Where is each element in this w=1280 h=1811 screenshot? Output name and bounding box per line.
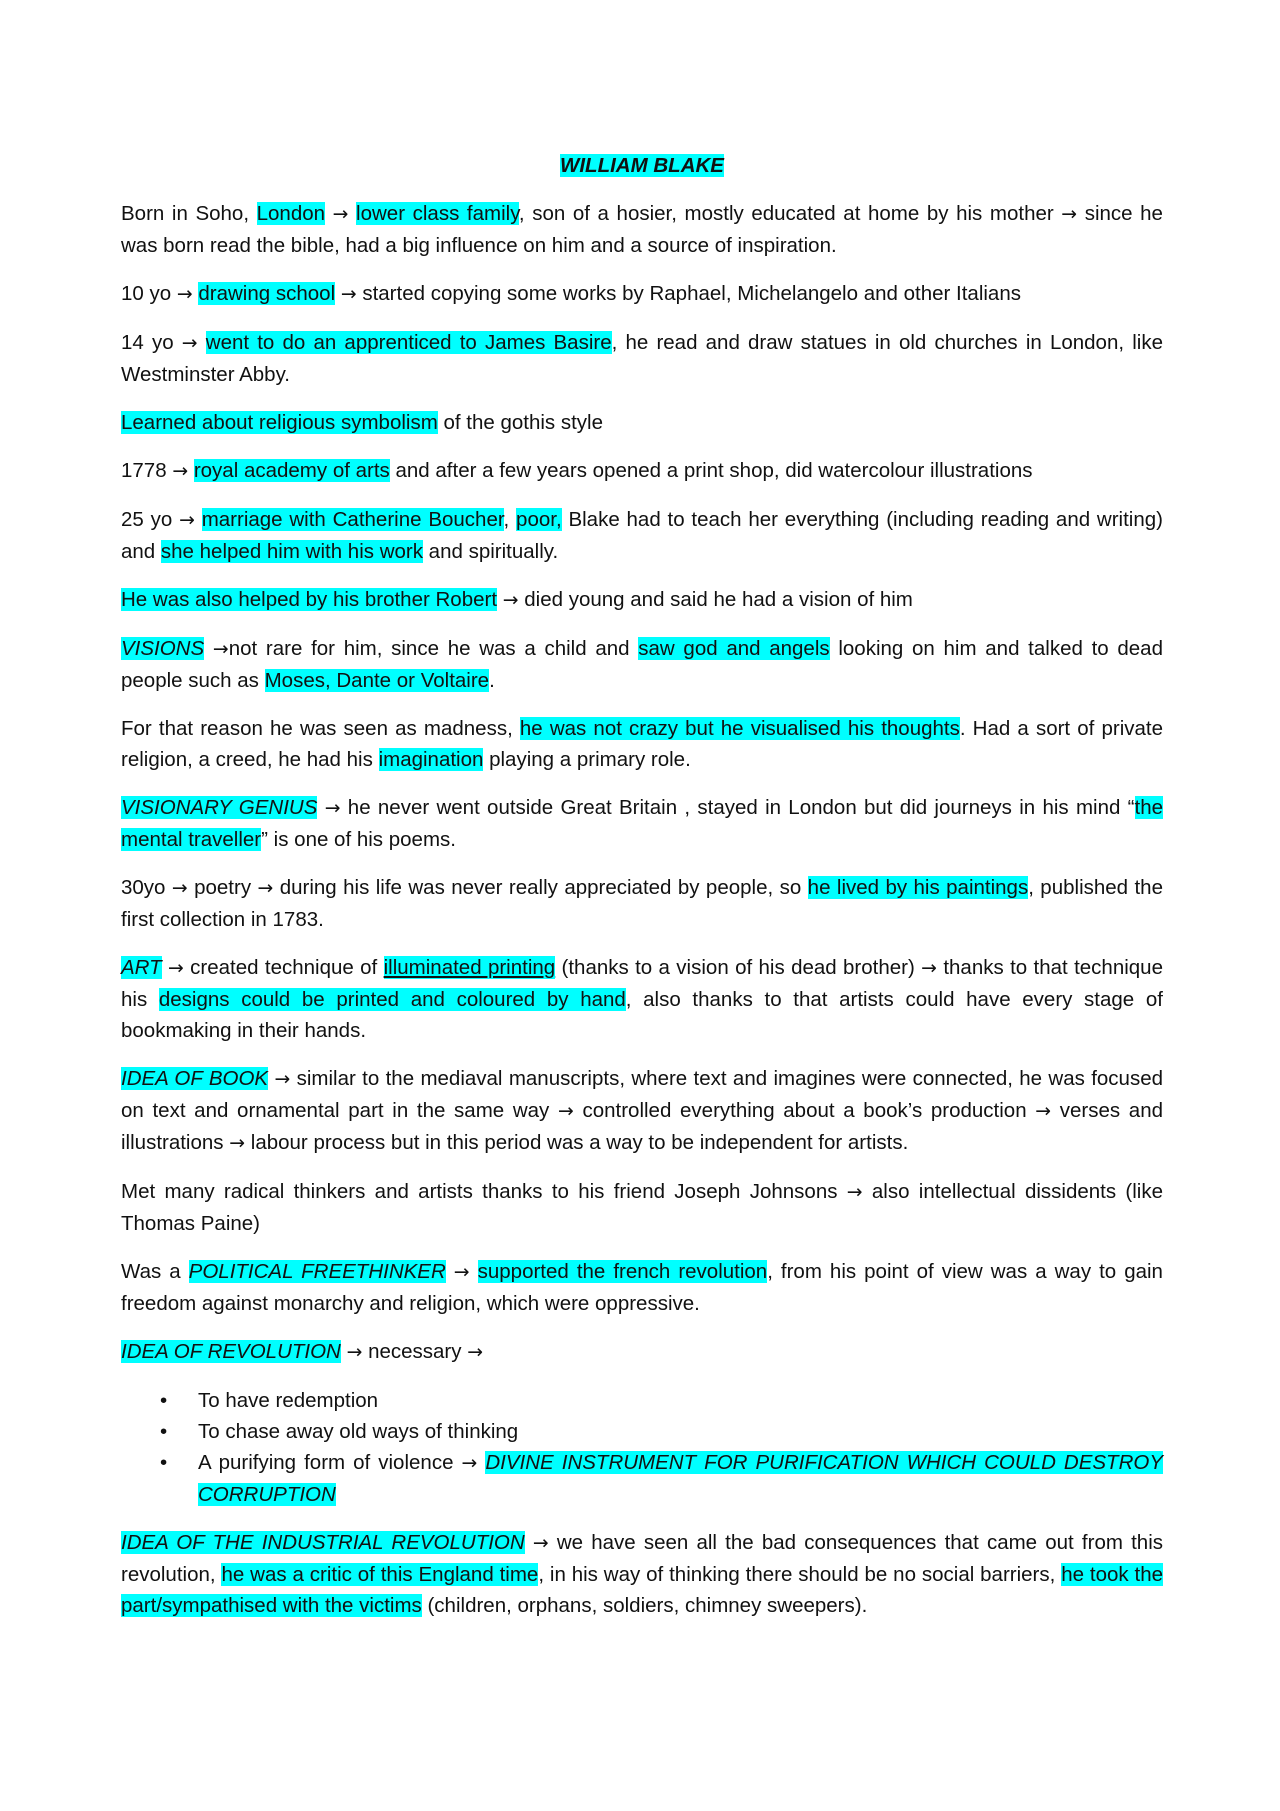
text-run: , son of a hosier, mostly educated at home by his mother [518, 202, 1062, 225]
highlight-divine-instrument: DIVINE INSTRUMENT FOR PURIFICATION WHICH COULD DESTROY CORRUPTION [198, 1451, 1164, 1506]
arrow-icon: → [502, 589, 519, 611]
arrow-icon: → [274, 1068, 291, 1090]
arrow-icon: → [461, 1452, 478, 1474]
text-run: To have redemption [198, 1389, 379, 1412]
arrow-icon: → [1061, 203, 1078, 225]
highlight-apprentice: went to do an apprenticed to James Basire [205, 331, 612, 354]
highlight-london: London [256, 202, 326, 225]
paragraph-art [121, 952, 1163, 1046]
text-run: . Had a sort of private religion, a creed, he had his [121, 717, 1164, 771]
text-run: , from his point of view was a way to gain freedom against monarchy and religion, which were oppressive. [121, 1260, 1163, 1315]
text-run: similar to the mediaval manuscripts, where text and imagines were connected, he was focused on text and ornamental part in the same way [121, 1067, 1164, 1122]
highlight-lower-class: lower class family [356, 202, 519, 225]
text-run: 30yo [121, 876, 172, 899]
text-run: and after a few years opened a print shop, did watercolour illustrations [389, 459, 1033, 482]
arrow-icon: → [176, 283, 193, 305]
highlight-illuminated-printing: illuminated printing [383, 956, 556, 979]
highlight-critic: he was a critic of this England time [221, 1563, 539, 1586]
paragraph-visionary-genius [121, 792, 1163, 855]
highlight-not-crazy: he was not crazy but he visualised his thoughts [519, 717, 960, 740]
text-run: 10 yo [121, 282, 177, 305]
text-run: To chase away old ways of thinking [198, 1420, 519, 1443]
highlight-god-angels: saw god and angels [638, 637, 830, 660]
highlight-visions: VISIONS [121, 637, 205, 660]
paragraph-birth [121, 198, 1163, 261]
text-run: since he was born read the bible, had a big influence on him and a source of inspiration. [121, 202, 1163, 257]
highlight-marriage: marriage with Catherine Boucher [201, 508, 504, 531]
paragraph-poetry [121, 872, 1163, 935]
paragraph-radical-thinkers [121, 1176, 1163, 1239]
highlight-idea-of-book: IDEA OF BOOK [121, 1067, 269, 1090]
text-run: poetry [187, 876, 258, 899]
text-run: , published the first collection in 1783. [121, 876, 1163, 931]
list-item [198, 1447, 1163, 1510]
highlight-designs: designs could be printed and coloured by hand [158, 988, 626, 1011]
text-run: created technique of [183, 956, 384, 979]
paragraph-drawing-school [121, 278, 1163, 310]
paragraph-academy [121, 455, 1163, 487]
arrow-icon: → [340, 283, 357, 305]
text-run: 14 yo [121, 331, 182, 354]
text-run: not rare for him, since he was a child and [228, 637, 639, 660]
paragraph-idea-of-revolution [121, 1336, 1163, 1368]
text-run: . [489, 669, 495, 692]
highlight-idea-of-revolution: IDEA OF REVOLUTION [121, 1340, 341, 1363]
arrow-icon: → [181, 332, 198, 354]
arrow-icon: → [172, 460, 189, 482]
highlight-industrial-revolution: IDEA OF THE INDUSTRIAL REVOLUTION [121, 1531, 525, 1554]
list-item [198, 1385, 1163, 1416]
paragraph-idea-of-book [121, 1063, 1163, 1159]
highlight-victims: he took the part/sympathised with the victims [121, 1563, 1163, 1617]
list-item [198, 1416, 1163, 1447]
arrow-icon: → [846, 1181, 863, 1203]
highlight-poor: poor, [516, 508, 562, 531]
arrow-icon: → [179, 509, 195, 531]
text-run: also intellectual dissidents (like Thomas Paine) [121, 1180, 1164, 1235]
text-run: verses and illustrations [121, 1099, 1163, 1154]
text-run: necessary [362, 1340, 468, 1363]
arrow-icon: → [467, 1341, 484, 1363]
paragraph-visions [121, 633, 1163, 696]
revolution-bullet-list [121, 1385, 1163, 1510]
highlight-art: ART [121, 956, 162, 979]
text-run: Born in Soho, [121, 202, 257, 225]
paragraph-symbolism [121, 407, 1163, 438]
document-page [121, 150, 1163, 1638]
arrow-icon: → [168, 957, 184, 979]
text-run: Blake had to teach her everything (including reading and writing) and [121, 508, 1163, 563]
arrow-icon: → [171, 877, 188, 899]
text-run: 25 yo [121, 508, 180, 531]
text-run: thanks to that technique his [121, 956, 1163, 1011]
text-run: looking on him and talked to dead people such as [121, 637, 1163, 692]
highlight-helped-work: she helped him with his work [160, 540, 423, 563]
arrow-icon: → [1035, 1100, 1052, 1122]
text-run: and spiritually. [422, 540, 559, 563]
highlight-paintings: he lived by his paintings [807, 876, 1029, 899]
highlight-academy: royal academy of arts [193, 459, 390, 482]
text-run: labour process but in this period was a way to be independent for artists. [245, 1131, 909, 1154]
text-run: , also thanks to that artists could have every stage of bookmaking in their hands. [121, 988, 1163, 1042]
text-run: , [503, 508, 517, 531]
text-run: playing a primary role. [483, 748, 691, 771]
text-run: during his life was never really appreciated by people, so [273, 876, 808, 899]
text-run: started copying some works by Raphael, Michelangelo and other Italians [356, 282, 1021, 305]
text-run: (thanks to a vision of his dead brother) [555, 956, 922, 979]
arrow-icon: → [324, 797, 341, 819]
paragraph-brother [121, 584, 1163, 616]
title-highlight: WILLIAM BLAKE [560, 154, 724, 177]
arrow-icon: → [532, 1532, 549, 1554]
arrow-icon: → [229, 1132, 246, 1154]
arrow-icon: → [453, 1261, 470, 1283]
paragraph-madness [121, 713, 1163, 775]
highlight-moses: Moses, Dante or Voltaire [264, 669, 490, 692]
arrow-icon: → [921, 957, 937, 979]
text-run: , he read and draw statues in old churches in London, like Westminster Abby. [121, 331, 1163, 386]
highlight-political-freethinker: POLITICAL FREETHINKER [188, 1260, 446, 1283]
text-run: he never went outside Great Britain , stayed in London but did journeys in his mind “ [340, 796, 1135, 819]
arrow-icon: → [332, 203, 349, 225]
document-title [121, 150, 1163, 181]
highlight-visionary-genius: VISIONARY GENIUS [121, 796, 318, 819]
paragraph-freethinker [121, 1256, 1163, 1319]
text-run: controlled everything about a book’s production [573, 1099, 1036, 1122]
paragraph-apprentice [121, 327, 1163, 390]
text-run: (children, orphans, soldiers, chimney sweepers). [421, 1594, 868, 1617]
text-run: 1778 [121, 459, 173, 482]
highlight-french-revolution: supported the french revolution [477, 1260, 768, 1283]
highlight-mental-traveller: the mental traveller [121, 796, 1163, 851]
text-run: of the gothis style [437, 411, 604, 434]
text-run: A purifying form of violence [198, 1451, 462, 1474]
text-run: , in his way of thinking there should be no social barriers, [538, 1563, 1062, 1586]
arrow-icon: → [257, 877, 274, 899]
highlight-symbolism: Learned about religious symbolism [121, 411, 438, 434]
arrow-icon: → [557, 1100, 574, 1122]
text-run: Was a [121, 1260, 189, 1283]
highlight-imagination: imagination [378, 748, 484, 771]
highlight-drawing-school: drawing school [198, 282, 336, 305]
arrow-icon: → [212, 638, 229, 660]
text-run: For that reason he was seen as madness, [121, 717, 520, 740]
text-run: we have seen all the bad consequences that came out from this revolution, [121, 1531, 1163, 1586]
text-run: ” is one of his poems. [261, 828, 456, 851]
text-run: Met many radical thinkers and artists thanks to his friend Joseph Johnsons [121, 1180, 847, 1203]
text-run: died young and said he had a vision of him [518, 588, 913, 611]
highlight-brother: He was also helped by his brother Robert [121, 588, 498, 611]
paragraph-industrial-revolution [121, 1527, 1163, 1621]
arrow-icon: → [346, 1341, 363, 1363]
paragraph-marriage [121, 504, 1163, 567]
